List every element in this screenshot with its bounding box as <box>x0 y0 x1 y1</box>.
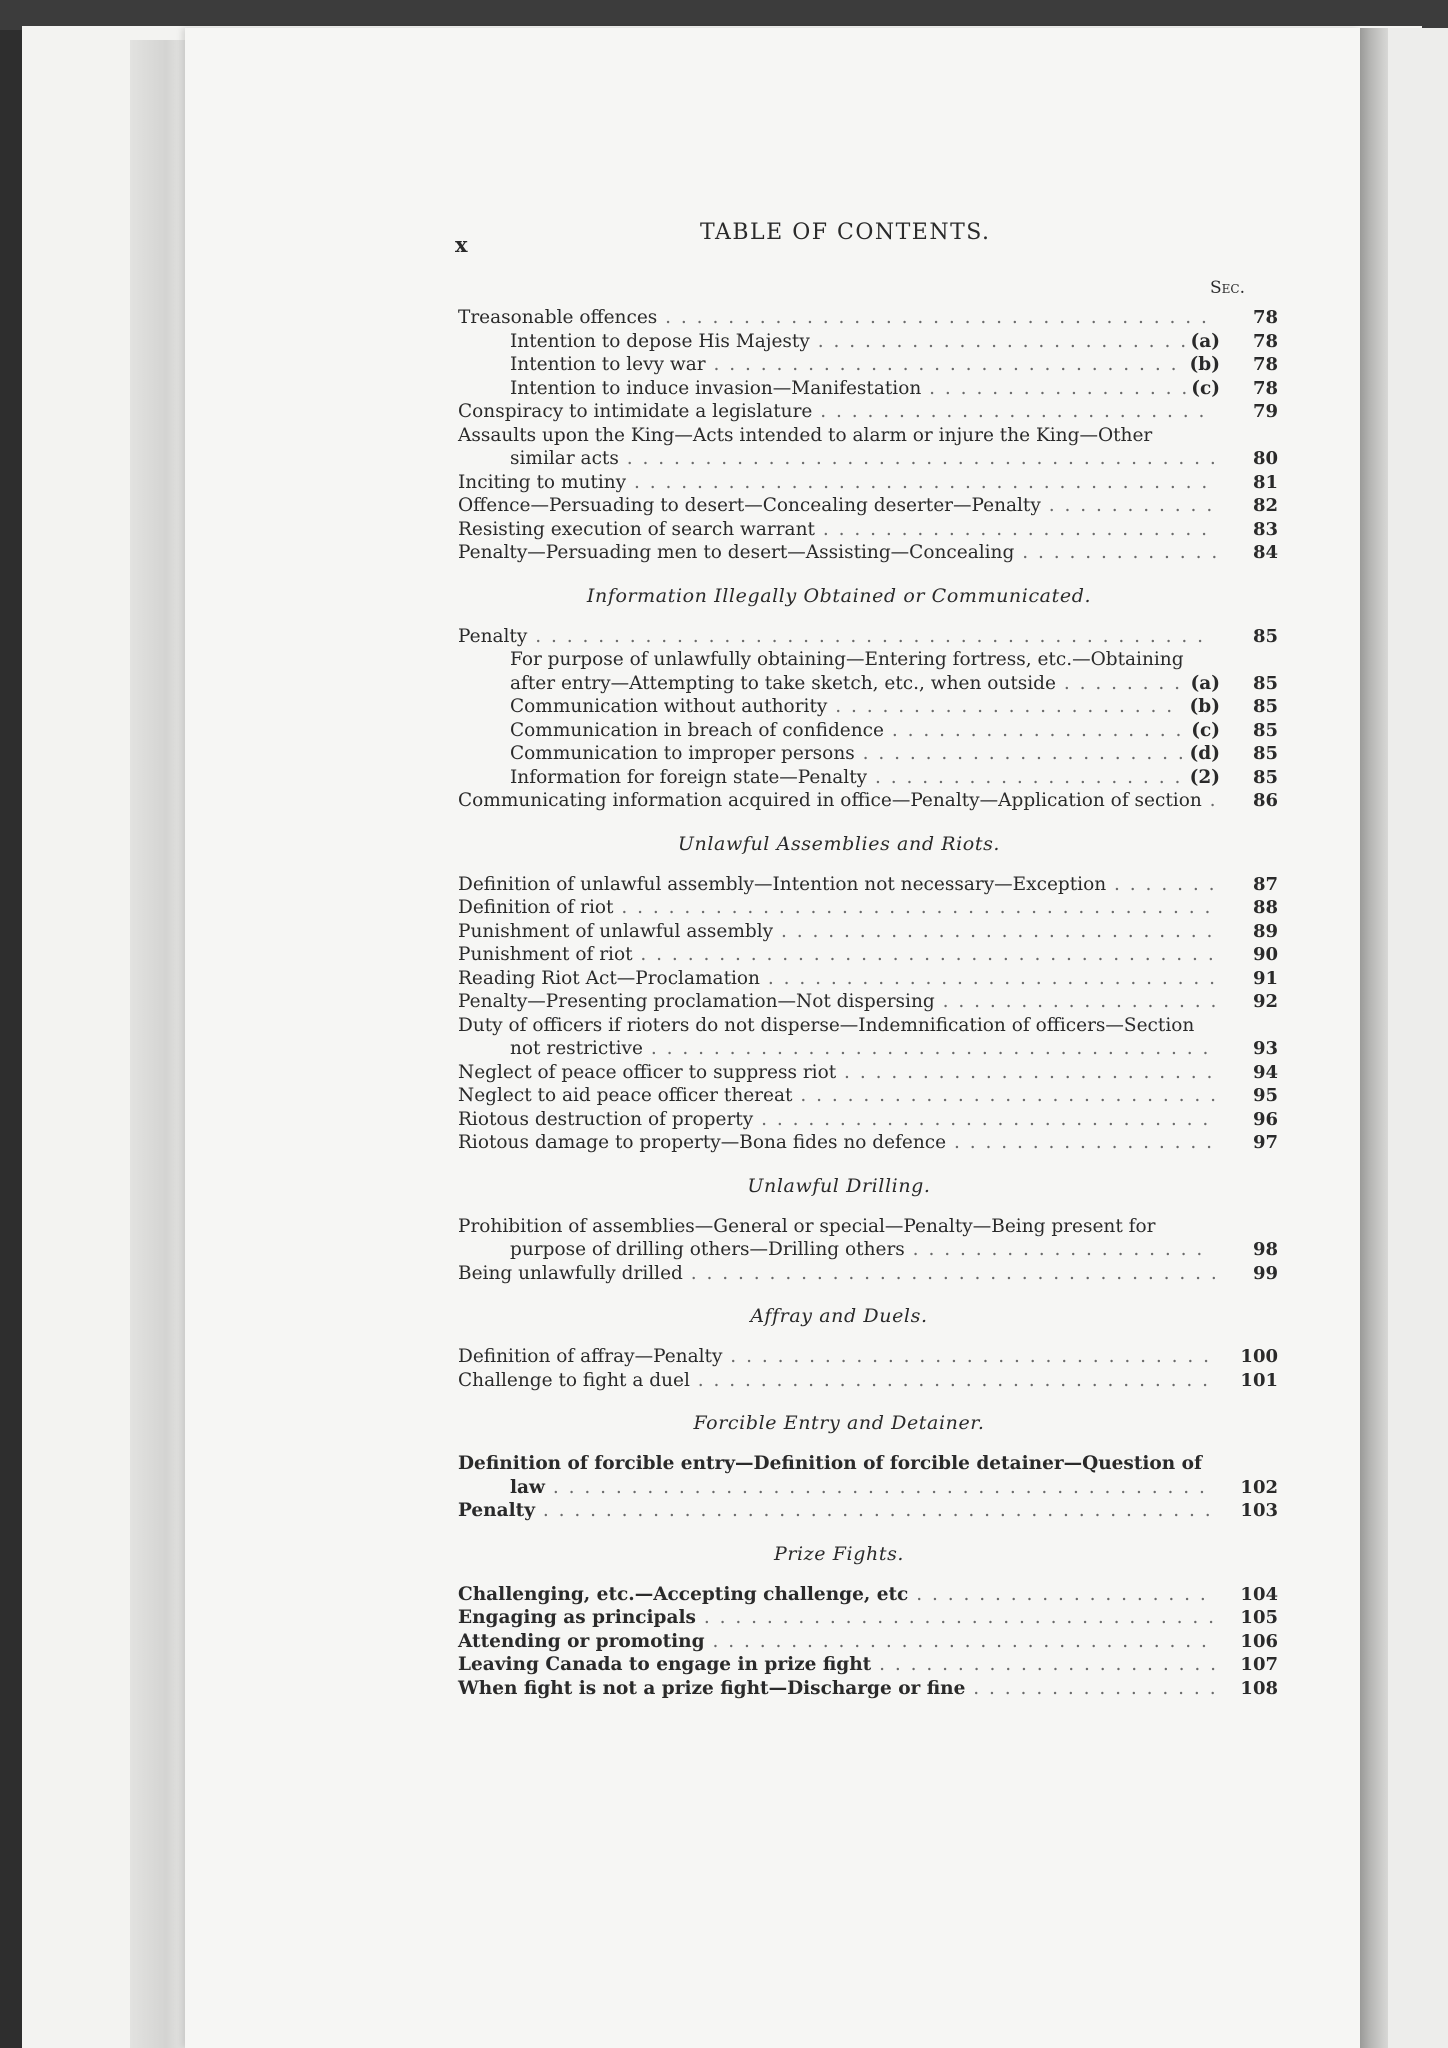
toc-entry <box>458 1369 1278 1393</box>
toc-entry <box>458 424 1278 471</box>
toc-entry <box>458 943 1278 967</box>
toc-entry-text: Attending or promoting <box>458 1630 705 1652</box>
toc-entry <box>458 1084 1278 1108</box>
toc-section-number: 89 <box>1252 920 1278 942</box>
section-heading: Prize Fights. <box>773 1542 905 1565</box>
dot-leader: . . . . . . . . . . . . . . . . . . <box>934 991 1219 1012</box>
toc-entry <box>458 1345 1278 1369</box>
toc-section-number: 85 <box>1252 743 1278 764</box>
section-heading: Information Illegally Obtained or Communicated. <box>586 584 1092 607</box>
toc-entry-text: For purpose of unlawfully obtaining—Entering fortress, etc.—Obtaining after entry—Attempting to take sketch, etc., when outside <box>510 649 1184 694</box>
toc-section-number: 85 <box>1252 672 1278 694</box>
toc-entry <box>458 648 1278 695</box>
page-number: x <box>455 232 468 257</box>
toc-entry <box>458 896 1278 920</box>
toc-entry-clause: (c) <box>1191 719 1220 741</box>
section-heading: Forcible Entry and Detainer. <box>693 1412 985 1434</box>
toc-entry <box>458 766 1278 790</box>
toc-section-number: 105 <box>1240 1607 1278 1628</box>
toc-section-number: 108 <box>1240 1677 1278 1699</box>
toc-entry-text: Leaving Canada to engage in prize fight <box>458 1654 872 1675</box>
dot-leader: . . . . . . . . . . . . . . . . . . . . . . . . . . . . . . . <box>722 1346 1212 1367</box>
toc-section-number: 78 <box>1252 354 1278 375</box>
toc-section-number: 93 <box>1252 1038 1278 1059</box>
toc-entry-text: Penalty <box>458 625 528 647</box>
dot-leader: . . . . . . . . . . . . . . . . . . . . . . . . . . . . . <box>753 1108 1211 1130</box>
section-heading: Unlawful Assemblies and Riots. <box>677 832 1001 855</box>
dot-leader: . . . . . . . . . . . . . . . . . . . . . . . . . . . . . . . . . . . . . <box>626 471 1210 493</box>
dot-leader: . . . . . . . . . . . . . . . . . <box>921 377 1190 399</box>
dot-leader: . . . . . . . . . . . . . . . . . . . . . . . . . <box>812 401 1207 422</box>
toc-entry <box>458 1606 1278 1630</box>
toc-section-number: 79 <box>1252 401 1278 422</box>
toc-entry-clause: (b) <box>1189 354 1220 375</box>
section-heading: Unlawful Drilling. <box>747 1174 931 1197</box>
toc-entry <box>458 494 1278 518</box>
toc-section-number: 78 <box>1252 307 1278 328</box>
toc-entry-text: Communication without authority <box>510 696 828 717</box>
toc-section-number: 101 <box>1240 1369 1278 1391</box>
toc-entry-text: Reading Riot Act—Proclamation <box>458 967 760 989</box>
toc-entry-text: Information for foreign state—Penalty <box>510 766 868 788</box>
toc-section-number: 82 <box>1252 495 1278 516</box>
toc-entry <box>458 920 1278 944</box>
toc-entry <box>458 400 1278 424</box>
toc-entry <box>458 1061 1278 1085</box>
toc-entry <box>458 353 1278 377</box>
toc-entry-text: Treasonable offences <box>458 307 658 328</box>
toc-entry-text: Resisting execution of search warrant <box>458 518 815 540</box>
dot-leader: . . . . . . . . . . . . . . . . . . . . . . . . . . . . . . . . . . . . . . . . . . . <box>527 625 1206 647</box>
toc-section-number: 100 <box>1240 1346 1278 1367</box>
toc-entry-text: Penalty—Presenting proclamation—Not dispersing <box>458 991 935 1012</box>
dot-leader: . . . . . . . . . . . . . . . . . . . . . . . . . . . . . . . . <box>704 1630 1209 1652</box>
toc-section-number: 83 <box>1252 518 1278 540</box>
toc-entry-text: Punishment of unlawful assembly <box>458 920 774 942</box>
toc-section-number: 92 <box>1252 991 1278 1012</box>
toc-entry-text: Neglect of peace officer to suppress riot <box>458 1061 837 1083</box>
toc-entry <box>458 518 1278 542</box>
toc-entry <box>458 377 1278 401</box>
toc-entry <box>458 1131 1278 1155</box>
toc-section-number: 90 <box>1252 944 1278 965</box>
toc-entry <box>458 1014 1278 1061</box>
dot-leader: . . . . . . . . . . . . . . . . . . . . . . . . <box>809 330 1189 352</box>
dot-leader: . . . . . . . . . . . . . . . . . . . <box>908 1583 1208 1605</box>
toc-entry <box>458 1108 1278 1132</box>
toc-section-number: 85 <box>1252 696 1278 717</box>
toc-entry-text: Riotous destruction of property <box>458 1108 754 1130</box>
dot-leader: . . . . . . . . . . . . . . . . . . . . . . . . . . . . . . <box>705 354 1179 375</box>
dot-leader: . . . . . . . . . . . . . . . . . . . . . . . . . . . . . . . . . . . . . . <box>618 448 1218 469</box>
toc-entry-clause: (2) <box>1189 766 1220 788</box>
toc-entry-text: Intention to induce invasion—Manifestation <box>510 377 922 399</box>
toc-entry <box>458 789 1278 813</box>
toc-section-number: 78 <box>1252 377 1278 399</box>
toc-entry-text: Neglect to aid peace officer thereat <box>458 1085 793 1106</box>
toc-entry-text: Definition of riot <box>458 897 614 918</box>
toc-entry <box>458 541 1278 565</box>
toc-entry-text: When fight is not a prize fight—Discharge or fine <box>458 1677 966 1699</box>
dot-leader: . . . . . . . . . . . . . . . . . . . . . . . . . . . . . . . . . <box>695 1607 1217 1628</box>
toc-entry <box>458 330 1278 354</box>
toc-entry <box>458 990 1278 1014</box>
toc-section-number: 85 <box>1252 719 1278 741</box>
dot-leader: . . . . . . . . . . . . . . . . . . . . . . . . . . . . . . . . . . . . . <box>632 944 1216 965</box>
toc-section-number: 86 <box>1252 790 1278 811</box>
toc-section-number: 84 <box>1252 542 1278 563</box>
toc-entry <box>458 1452 1278 1499</box>
toc-entry <box>458 306 1278 330</box>
dot-leader: . . . . . . . . . . . . . . . . . . . . . . . . . . . <box>792 1085 1218 1106</box>
toc-entry-text: Definition of unlawful assembly—Intention not necessary—Exception <box>458 873 1107 895</box>
dot-leader: . . . . . . . . . . . . . . . . . . . . . . . . . . . . . . . . . . . . . . <box>613 897 1213 918</box>
dot-leader: . . . . . . . . . . . . . . . . . . . . . . . . . . . . . . . . . . . . <box>642 1038 1211 1059</box>
section-heading: Affray and Duels. <box>750 1305 928 1327</box>
toc-entry-clause: (c) <box>1191 377 1220 399</box>
toc-entry-text: Assaults upon the King—Acts intended to alarm or injure the King—Other similar acts <box>458 424 1153 469</box>
toc-entry-text: Offence—Persuading to desert—Concealing deserter—Penalty <box>458 495 1041 516</box>
toc-entry-text: Challenge to fight a duel <box>458 1369 690 1391</box>
dot-leader: . . . . . . . . <box>1055 672 1183 694</box>
toc-entry <box>458 873 1278 897</box>
toc-entry-text: Communicating information acquired in office—Penalty—Application of section <box>458 790 1202 811</box>
toc-entry-text: Prohibition of assemblies—General or special—Penalty—Being present for purpose of drilling others—Drilling others <box>458 1215 1156 1260</box>
toc-entry-text: Penalty <box>458 1500 535 1521</box>
toc-section-number: 104 <box>1240 1583 1278 1605</box>
toc-section-number: 106 <box>1240 1630 1278 1652</box>
toc-entry-text: Communication to improper persons <box>510 743 855 764</box>
toc-entry <box>458 719 1278 743</box>
dot-leader: . . . . . . . . . . . . . . . . . . . . . . . . <box>836 1061 1215 1083</box>
dot-leader: . . . . . . . . . . . . . <box>1014 542 1220 563</box>
toc-entry-text: Punishment of riot <box>458 944 633 965</box>
toc-entry <box>458 695 1278 719</box>
toc-entry-text: Being unlawfully drilled <box>458 1262 683 1284</box>
page-title: TABLE OF CONTENTS. <box>700 220 991 245</box>
toc-entry <box>458 967 1278 991</box>
toc-entry-clause: (a) <box>1190 672 1220 694</box>
toc-section-number: 97 <box>1252 1132 1278 1153</box>
toc-entry <box>458 1499 1278 1523</box>
toc-entry <box>458 1630 1278 1654</box>
dot-leader: . . . . . . . . . . . . . . . . . . . . . . . . . . . . . . . . . . . . . . . . . . <box>544 1476 1207 1498</box>
dot-leader: . . . . . . . . . . . . . . . . . . . . . . . . . . . . . . . . . <box>689 1369 1210 1391</box>
toc-entry-text: Definition of affray—Penalty <box>458 1346 723 1367</box>
dot-leader: . . . . . . . . . . . . . . . . . . . . . . . . . . . . . <box>759 967 1218 989</box>
toc-section-number: 87 <box>1252 873 1278 895</box>
dot-leader: . . . . . . . . . . . . . . . . . . . . . . . . . . . . <box>773 920 1215 942</box>
dot-leader: . . . . . . . . . . . <box>1040 495 1215 516</box>
section-column-heading: Sec. <box>1210 278 1245 298</box>
toc-entry <box>458 471 1278 495</box>
toc-entry-clause: (b) <box>1189 696 1220 717</box>
toc-entry-text: Intention to levy war <box>510 354 706 375</box>
dot-leader: . <box>1201 790 1218 811</box>
dot-leader: . . . . . . . . . . . . . . . . . . . . . . <box>871 1654 1218 1675</box>
toc-entry-text: Riotous damage to property—Bona fides no defence <box>458 1132 947 1153</box>
toc-section-number: 78 <box>1252 330 1278 352</box>
toc-section-number: 103 <box>1240 1500 1278 1521</box>
dot-leader: . . . . . . . . . . . . . . . . . <box>946 1132 1215 1153</box>
toc-section-number: 95 <box>1252 1085 1278 1106</box>
toc-entry-text: Challenging, etc.—Accepting challenge, etc <box>458 1583 909 1605</box>
dot-leader: . . . . . . . . . . . . . . . . . . . . . <box>854 743 1186 764</box>
toc-entry-clause: (d) <box>1189 743 1220 764</box>
toc-entry-text: Inciting to mutiny <box>458 471 627 493</box>
dot-leader: . . . . . . . . . . . . . . . . . . . . . . . . . <box>814 518 1209 540</box>
toc-entry <box>458 1262 1278 1286</box>
toc-section-number: 81 <box>1252 471 1278 493</box>
toc-entry-text: Penalty—Persuading men to desert—Assisting—Concealing <box>458 542 1015 563</box>
toc-entry <box>458 742 1278 766</box>
dot-leader: . . . . . . . . . . . . . . . . <box>965 1677 1218 1699</box>
toc-section-number: 99 <box>1252 1262 1278 1284</box>
dot-leader: . . . . . . . . . . . . . . . . . . . . . . . . . . . . . . . . . . <box>682 1262 1219 1284</box>
toc-section-number: 91 <box>1252 967 1278 989</box>
toc-entry <box>458 1677 1278 1701</box>
table-of-contents <box>458 306 1278 1700</box>
toc-section-number: 107 <box>1240 1654 1278 1675</box>
toc-section-number: 80 <box>1252 448 1278 469</box>
toc-entry-text: Intention to depose His Majesty <box>510 330 810 352</box>
dot-leader: . . . . . . . . . . . . . . . . . . . . . . . . . . . . . . . . . . . <box>657 307 1209 328</box>
dot-leader: . . . . . . . . . . . . . . . . . . . . <box>867 766 1183 788</box>
toc-entry-text: Communication in breach of confidence <box>510 719 884 741</box>
toc-entry <box>458 1583 1278 1607</box>
toc-section-number: 94 <box>1252 1061 1278 1083</box>
toc-entry <box>458 625 1278 649</box>
dot-leader: . . . . . . . . . . . . . . . . . . . . . . <box>827 696 1175 717</box>
toc-entry <box>458 1215 1278 1262</box>
dot-leader: . . . . . . . <box>1106 873 1217 895</box>
toc-entry-text: Engaging as principals <box>458 1607 696 1628</box>
toc-section-number: 96 <box>1252 1108 1278 1130</box>
toc-entry <box>458 1653 1278 1677</box>
toc-entry-text: Definition of forcible entry—Definition of forcible detainer—Question of law <box>458 1453 1202 1498</box>
dot-leader: . . . . . . . . . . . . . . . . . . . <box>883 719 1184 741</box>
toc-section-number: 102 <box>1240 1476 1278 1498</box>
dot-leader: . . . . . . . . . . . . . . . . . . . . . . . . . . . . . . . . . . . . . . . . . . . <box>534 1500 1213 1521</box>
dot-leader: . . . . . . . . . . . . . . . . . . . <box>904 1239 1205 1260</box>
toc-section-number: 85 <box>1252 766 1278 788</box>
toc-entry-text: Duty of officers if rioters do not disperse—Indemnification of officers—Section not restrictive <box>458 1014 1195 1059</box>
toc-section-number: 88 <box>1252 897 1278 918</box>
toc-entry-text: Conspiracy to intimidate a legislature <box>458 401 813 422</box>
toc-section-number: 85 <box>1252 625 1278 647</box>
toc-section-number: 98 <box>1252 1239 1278 1260</box>
toc-entry-clause: (a) <box>1190 330 1220 352</box>
